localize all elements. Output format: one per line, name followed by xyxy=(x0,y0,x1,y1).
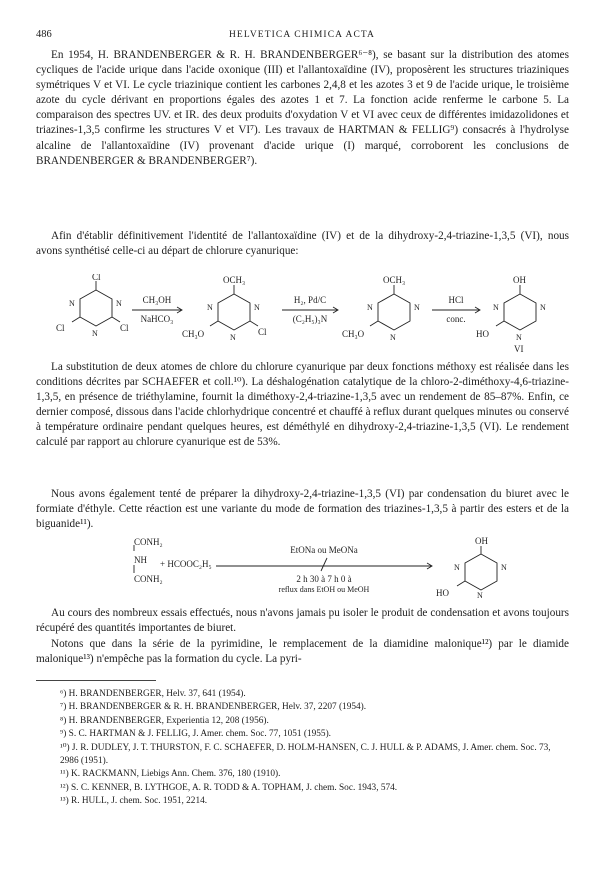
biuret-nh: NH xyxy=(134,555,147,565)
footnote-7: ⁷) H. BRANDENBERGER & R. H. BRANDENBERGER, Helv. 37, 2207 (1954). xyxy=(60,702,367,713)
synthesis-scheme-2 xyxy=(36,536,569,598)
paragraph-6 xyxy=(36,637,569,667)
footnotes xyxy=(36,688,569,809)
scheme2-oh: OH xyxy=(475,536,488,546)
ring3-n-right: N xyxy=(414,303,420,312)
step1-base: NaHCO₃ xyxy=(140,314,174,324)
scheme2-conditions-top: EtONa ou MeONa xyxy=(290,545,358,555)
ring2-cl: Cl xyxy=(258,327,267,337)
scheme2-ho: HO xyxy=(436,588,449,598)
ring1-n-right: N xyxy=(116,299,122,308)
ring1-n-left: N xyxy=(69,299,75,308)
synthesis-scheme-1 xyxy=(36,274,569,356)
ring4-oh: OH xyxy=(513,275,526,285)
paragraph-1 xyxy=(36,48,569,169)
paragraph-2 xyxy=(36,229,569,259)
paragraph-2-text: Afin d'établir définitivement l'identité de l'allantoxaïdine (IV) et de la dihydroxy-2,4-triazine-1,3,5 (VI), nous avons synthétisé celle-ci au départ de chlorure cyanurique: xyxy=(36,230,569,258)
step2-base: (C₂H₅)₃N xyxy=(292,314,328,324)
running-header xyxy=(36,29,568,43)
paragraph-4-text: Nous avons également tenté de préparer la dihydroxy-2,4-triazine-1,3,5 (VI) par condensation du biuret avec le formiate d'éthyle. Cette réaction est une variante du mode de formation des triazines-1,3,5 à partir des esters et de la biguanide¹¹). xyxy=(36,488,569,531)
ring2-ch3o: CH₃O xyxy=(182,329,205,339)
page-number: 486 xyxy=(36,29,52,40)
paragraph-4 xyxy=(36,487,569,532)
biuret-conh2-top: CONH₂ xyxy=(134,537,163,547)
scheme2-n-right: N xyxy=(501,563,507,572)
step2-catalyst: H₂, Pd/C xyxy=(293,295,327,305)
footnote-rule xyxy=(36,680,156,681)
ring3-ch3o: CH₃O xyxy=(342,329,365,339)
scheme2-n-bottom: N xyxy=(477,591,483,598)
footnote-12: ¹²) S. C. KENNER, B. LYTHGOE, A. R. TODD & A. TOPHAM, J. chem. Soc. 1943, 574. xyxy=(60,782,398,793)
ring2-n-left: N xyxy=(207,303,213,312)
footnote-6: ⁶) H. BRANDENBERGER, Helv. 37, 641 (1954). xyxy=(60,689,246,699)
biuret-conh2-bottom: CONH₂ xyxy=(134,574,163,584)
ring1-n-bottom: N xyxy=(92,329,98,338)
ring2-och3: OCH₃ xyxy=(223,275,246,285)
ring1-cl-right: Cl xyxy=(120,323,129,333)
ethyl-formate-reagent: + HCOOC₂H₅ xyxy=(160,559,212,569)
paragraph-5 xyxy=(36,606,569,636)
ring4-ho: HO xyxy=(476,329,489,339)
footnote-10: ¹⁰) J. R. DUDLEY, J. T. THURSTON, F. C. SCHAEFER, D. HOLM-HANSEN, C. J. HULL & P. ADAMS, J. Amer. chem. Soc. 73, 2986 (1951). xyxy=(60,742,551,767)
paragraph-3 xyxy=(36,360,569,451)
scheme2-conditions-reflux: reflux dans EtOH ou MeOH xyxy=(278,585,370,594)
footnote-11: ¹¹) K. RACKMANN, Liebigs Ann. Chem. 376, 180 (1910). xyxy=(60,769,281,780)
footnote-13: ¹³) R. HULL, J. chem. Soc. 1951, 2214. xyxy=(60,796,208,807)
journal-title: HELVETICA CHIMICA ACTA xyxy=(228,30,376,40)
ring4-n-right: N xyxy=(540,303,546,312)
paragraph-6-text: Notons que dans la série de la pyrimidine, le remplacement de la diamidine malonique¹²) par le diamide malonique¹³) n'empêche pas la formation du cycle. La pyri- xyxy=(36,638,569,666)
ring4-n-bottom: N xyxy=(516,333,522,342)
ring1-cl-top: Cl xyxy=(92,274,101,282)
paragraph-3-text: La substitution de deux atomes de chlore du chlorure cyanurique par deux fonctions méthoxy est réalisée dans les conditions décrites par SCHAEFER et coll.¹⁰). La déshalogénation catalytique de la chloro-2-diméthoxy-4,6-triazine-1,3,5, en présence de triéthylamine, fournit la diméthoxy-2,4-triazine-1,3,5 avec un rendement de 85–87%. Enfin, ce dernier composé, dissous dans l'acide chlorhydrique concentré et chauffé à reflux durant quelques minutes ou conservé à température ordinaire pendant quelques heures, est déméthylé en dihydroxy-2,4-triazine-1,3,5 (VI). Le rendement calculé par rapport au chlorure cyanurique est de 53%. xyxy=(36,361,569,449)
paragraph-1-text: En 1954, H. BRANDENBERGER & R. H. BRANDENBERGER⁶⁻⁸), se basant sur la distribution des atomes cycliques de l'acide urique dans l'acide oxonique (III) et l'allantoxaïdine (IV), proposèrent les structures triaziniques symétriques V et VI. Le cycle triazinique contient les carbones 2,4,8 et les azotes 3 et 9 de l'acide urique, le troisième azote du cycle dérivant en proportions égales des azotes 1 et 7. La fonction acide renferme le carbone 5. La comparaison des spectres UV. et IR. des deux produits d'oxydation V et VI avec ceux de différentes imidazolidones et triazines-1,3,5 confirme les structures V et VI⁷). Les travaux de HARTMAN & FELLIG⁹) consacrés à l'hydrolyse alcaline de l'allantoxaïdine (IV) provenant d'acide urique (I) marqué, corroborent les conclusions de BRANDENBERGER & BRANDENBERGER⁷). xyxy=(36,49,569,167)
ring3-n-left: N xyxy=(367,303,373,312)
ring4-n-left: N xyxy=(493,303,499,312)
scheme2-conditions-time: 2 h 30 à 7 h 0 à xyxy=(296,574,352,584)
ring1-cl-left: Cl xyxy=(56,323,65,333)
ring2-n-right: N xyxy=(254,303,260,312)
ring3-n-bottom: N xyxy=(390,333,396,342)
step3-acid: HCl xyxy=(448,295,464,305)
ring2-n-bottom: N xyxy=(230,333,236,342)
step3-conc: conc. xyxy=(446,314,466,324)
footnote-9: ⁹) S. C. HARTMAN & J. FELLIG, J. Amer. chem. Soc. 77, 1051 (1955). xyxy=(60,729,331,740)
footnote-8: ⁸) H. BRANDENBERGER, Experientia 12, 208 (1956). xyxy=(60,715,269,726)
product-label-vi: VI xyxy=(514,344,524,354)
paragraph-5-text: Au cours des nombreux essais effectués, nous n'avons jamais pu isoler le produit de condensation et avons toujours récupéré des quantités importantes de biuret. xyxy=(36,607,569,635)
ring3-och3: OCH₃ xyxy=(383,275,406,285)
step1-reagent: CH₃OH xyxy=(142,295,172,305)
scheme2-n-left: N xyxy=(454,563,460,572)
